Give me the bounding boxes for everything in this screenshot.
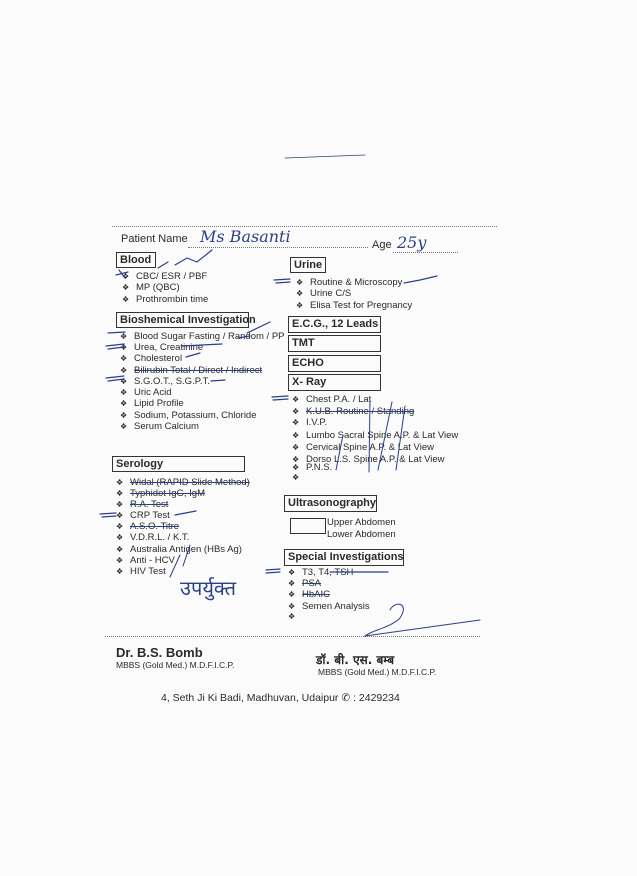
serology-item-hiv: ❖ HIV Test: [116, 566, 166, 577]
xray-item-chest: ❖ Chest P.A. / Lat: [292, 394, 372, 405]
special-item-semen: ❖ Semen Analysis: [288, 601, 370, 612]
xray-header: X- Ray: [288, 374, 381, 391]
doctor-name-hi: डॉ. बी. एस. बम्ब: [316, 653, 395, 667]
biochem-item-uric: ❖ Uric Acid: [120, 387, 172, 398]
patient-name-line: [188, 247, 368, 248]
biochem-header: Bioshemical Investigation: [116, 312, 249, 328]
serology-item-ra: ❖ R.A. Test: [116, 499, 169, 510]
usg-item-upper: Upper Abdomen: [327, 517, 396, 528]
biochem-item-sgot: ❖ S.G.O.T., S.G.P.T.: [120, 376, 210, 387]
doctor-name-en: Dr. B.S. Bomb: [116, 645, 203, 660]
biochem-item-urea: ❖ Urea, Creatinine: [120, 342, 204, 353]
xray-item-kub: ❖ K.U.B. Routine / Standing: [292, 406, 415, 417]
biochem-item-bilirubin: ❖ Bilirubin Total / Direct / Indirect: [120, 365, 263, 376]
urine-item-elisa: ❖ Elisa Test for Pregnancy: [296, 300, 413, 311]
tmt-header: TMT: [288, 335, 381, 352]
xray-item-dorso: ❖ Dorso L.S. Spine A.P. & Lat View: [292, 454, 445, 465]
usg-item-lower: Lower Abdomen: [327, 529, 396, 540]
biochem-item-calcium: ❖ Serum Calcium: [120, 421, 199, 432]
usg-header: Ultrasonography: [284, 495, 377, 512]
top-dotted-border: [112, 226, 497, 227]
bottom-dotted-border: [105, 636, 480, 637]
biochem-item-sodium: ❖ Sodium, Potassium, Chloride: [120, 410, 257, 421]
ecg-header: E.C.G., 12 Leads: [288, 316, 381, 333]
xray-item-lumbo: ❖ Lumbo Sacral Spine A.P. & Lat View: [292, 430, 459, 441]
echo-header: ECHO: [288, 355, 381, 372]
xray-item-blank: ❖: [292, 473, 300, 482]
serology-item-vdrl: ❖ V.D.R.L. / K.T.: [116, 532, 190, 543]
blood-item-cbc: ❖ CBC/ ESR / PBF: [122, 271, 208, 282]
serology-item-hcv: ❖ Anti - HCV: [116, 555, 175, 566]
patient-name-value: Ms Basanti: [200, 227, 291, 246]
urine-header: Urine: [290, 257, 326, 273]
serology-item-typhidot: ❖ Typhidot IgG, IgM: [116, 488, 205, 499]
serology-item-aso: ❖ A.S.O. Titre: [116, 521, 180, 532]
age-line: [393, 252, 458, 253]
serology-item-widal: ❖ Widal (RAPID Slide Method): [116, 477, 250, 488]
patient-name-label: Patient Name: [121, 233, 188, 245]
hindi-handwritten-note: उपर्युक्त: [180, 576, 237, 600]
special-item-blank: ❖: [288, 612, 296, 621]
blood-header: Blood: [116, 252, 156, 268]
urine-item-cs: ❖ Urine C/S: [296, 288, 352, 299]
special-item-psa: ❖ PSA: [288, 578, 322, 589]
special-item-hba1c: ❖ HbAIC: [288, 589, 330, 600]
age-value: 25y: [397, 233, 427, 252]
biochem-item-sugar: ❖ Blood Sugar Fasting / Random / PP: [120, 331, 285, 342]
blood-item-prothrombin: ❖ Prothrombin time: [122, 294, 209, 305]
doctor-qual-hi: MBBS (Gold Med.) M.D.F.I.C.P.: [318, 667, 437, 677]
doctor-qual-en: MBBS (Gold Med.) M.D.F.I.C.P.: [116, 660, 235, 670]
age-label: Age: [372, 239, 392, 251]
usg-bracket: [290, 518, 326, 534]
clinic-address: 4, Seth Ji Ki Badi, Madhuvan, Udaipur ✆ : 2429234: [161, 692, 400, 704]
xray-item-cervical: ❖ Cervical Spine A.P. & Lat View: [292, 442, 434, 453]
urine-item-routine: ❖ Routine & Microscopy: [296, 277, 403, 288]
xray-item-ivp: ❖ I.V.P.: [292, 417, 328, 428]
serology-item-hbsag: ❖ Australia Antigen (HBs Ag): [116, 544, 242, 555]
special-header: Special Investigations: [284, 549, 404, 566]
special-item-thyroid: ❖ T3, T4, TSH: [288, 567, 354, 578]
biochem-item-cholesterol: ❖ Cholesterol: [120, 353, 183, 364]
blood-item-mp: ❖ MP (QBC): [122, 282, 180, 293]
serology-header: Serology: [112, 456, 245, 472]
biochem-item-lipid: ❖ Lipid Profile: [120, 398, 184, 409]
serology-item-crp: ❖ CRP Test: [116, 510, 170, 521]
xray-item-pns: ❖ P.N.S.: [292, 462, 333, 473]
